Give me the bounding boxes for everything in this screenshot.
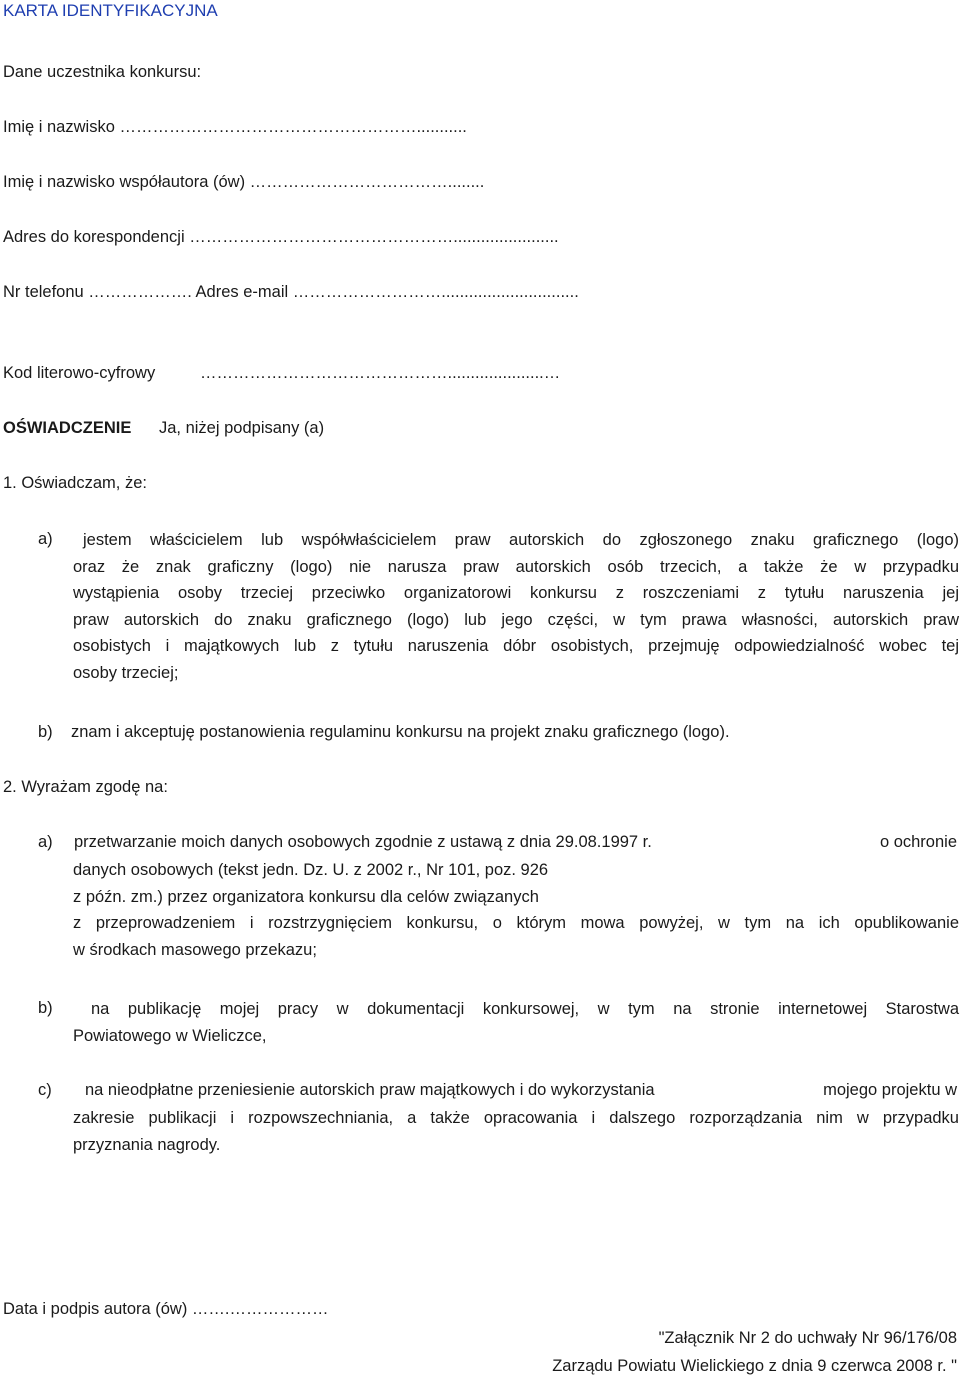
footer-attachment-note: "Załącznik Nr 2 do uchwały Nr 96/176/08 xyxy=(658,1329,957,1347)
coauthor-field: Imię i nazwisko współautora (ów) ………………………………........ xyxy=(3,173,485,191)
declaration-a-text xyxy=(73,527,959,687)
declaration-heading: OŚWIADCZENIE xyxy=(3,419,132,437)
consent-heading: 2. Wyrażam zgodę na: xyxy=(3,778,168,796)
declaration-a-line: jestem właścicielem lub współwłaścicielem praw autorskich do zgłoszonego znaku graficznego (logo) xyxy=(83,531,959,549)
address-field: Adres do korespondencji …………………………………………....................... xyxy=(3,228,559,246)
consent-c-line: zakresie publikacji i rozpowszechniania, a także opracowania i dalszego rozporządzania nim w przypadku xyxy=(73,1109,959,1127)
code-value: ……………………………………….....................… xyxy=(200,364,561,382)
declaration-a-line: oraz że znak graficzny (logo) nie narusza praw autorskich osób trzecich, a także że w przypadku xyxy=(73,557,959,576)
consent-a-line: o ochronie xyxy=(879,833,957,851)
document-title: KARTA IDENTYFIKACYJNA xyxy=(3,1,218,20)
signature-field: Data i podpis autora (ów) …….……………… xyxy=(3,1300,329,1318)
footer-resolution-note: Zarządu Powiatu Wielickiego z dnia 9 czerwca 2008 r. " xyxy=(552,1357,957,1375)
phone-email-field: Nr telefonu ………………. Adres e-mail ……………………….............................. xyxy=(3,283,579,301)
consent-b-line: Powiatowego w Wieliczce, xyxy=(73,1026,267,1045)
declaration-a-line: osobistych i majątkowych lub z tytułu naruszenia dóbr osobistych, przejmuję odpowiedzialność wobec tej xyxy=(73,637,959,656)
participant-heading: Dane uczestnika konkursu: xyxy=(3,63,202,81)
consent-c-line: przyznania nagrody. xyxy=(73,1135,221,1154)
consent-c-line: na nieodpłatne przeniesienie autorskich praw majątkowych i do wykorzystania xyxy=(85,1081,655,1099)
declaration-a-line: osoby trzeciej; xyxy=(73,663,179,682)
consent-c-text xyxy=(73,1105,959,1158)
consent-a-marker: a) xyxy=(38,833,53,851)
declaration-a-line: praw autorskich do znaku graficznego (logo) lub jego części, w tym prawa własności, autorskich praw xyxy=(73,610,959,629)
consent-a-line: w środkach masowego przekazu; xyxy=(73,940,317,959)
consent-a-line: z późn. zm.) przez organizatora konkursu dla celów związanych xyxy=(73,887,539,906)
consent-c-line: mojego projektu w xyxy=(823,1081,957,1099)
consent-a-line: przetwarzanie moich danych osobowych zgodnie z ustawą z dnia 29.08.1997 r. xyxy=(74,833,652,851)
consent-a-text xyxy=(73,857,959,963)
consent-c-marker: c) xyxy=(38,1081,52,1099)
declaration-point-1: 1. Oświadczam, że: xyxy=(3,474,147,492)
declaration-b-text: znam i akceptuję postanowienia regulaminu konkursu na projekt znaku graficznego (logo). xyxy=(71,723,730,741)
consent-a-line: z przeprowadzeniem i rozstrzygnięciem konkursu, o którym mowa powyżej, w tym na ich opublikowanie xyxy=(73,914,959,933)
consent-b-line: na publikację mojej pracy w dokumentacji konkursowej, w tym na stronie internetowej Starostwa xyxy=(91,1000,959,1018)
code-label: Kod literowo-cyfrowy xyxy=(3,364,156,382)
declaration-b-marker: b) xyxy=(38,723,53,741)
consent-a-line: danych osobowych (tekst jedn. Dz. U. z 2002 r., Nr 101, poz. 926 xyxy=(73,861,549,879)
consent-b-marker: b) xyxy=(38,999,53,1017)
declaration-signed: Ja, niżej podpisany (a) xyxy=(159,419,325,437)
declaration-a-marker: a) xyxy=(38,530,53,548)
declaration-a-line: wystąpienia osoby trzeciej przeciwko organizatorowi konkursu z roszczeniami z tytułu naruszenia jej xyxy=(73,584,959,603)
consent-b-text xyxy=(73,996,959,1049)
name-field: Imię i nazwisko ………………………………………………........... xyxy=(3,118,467,136)
